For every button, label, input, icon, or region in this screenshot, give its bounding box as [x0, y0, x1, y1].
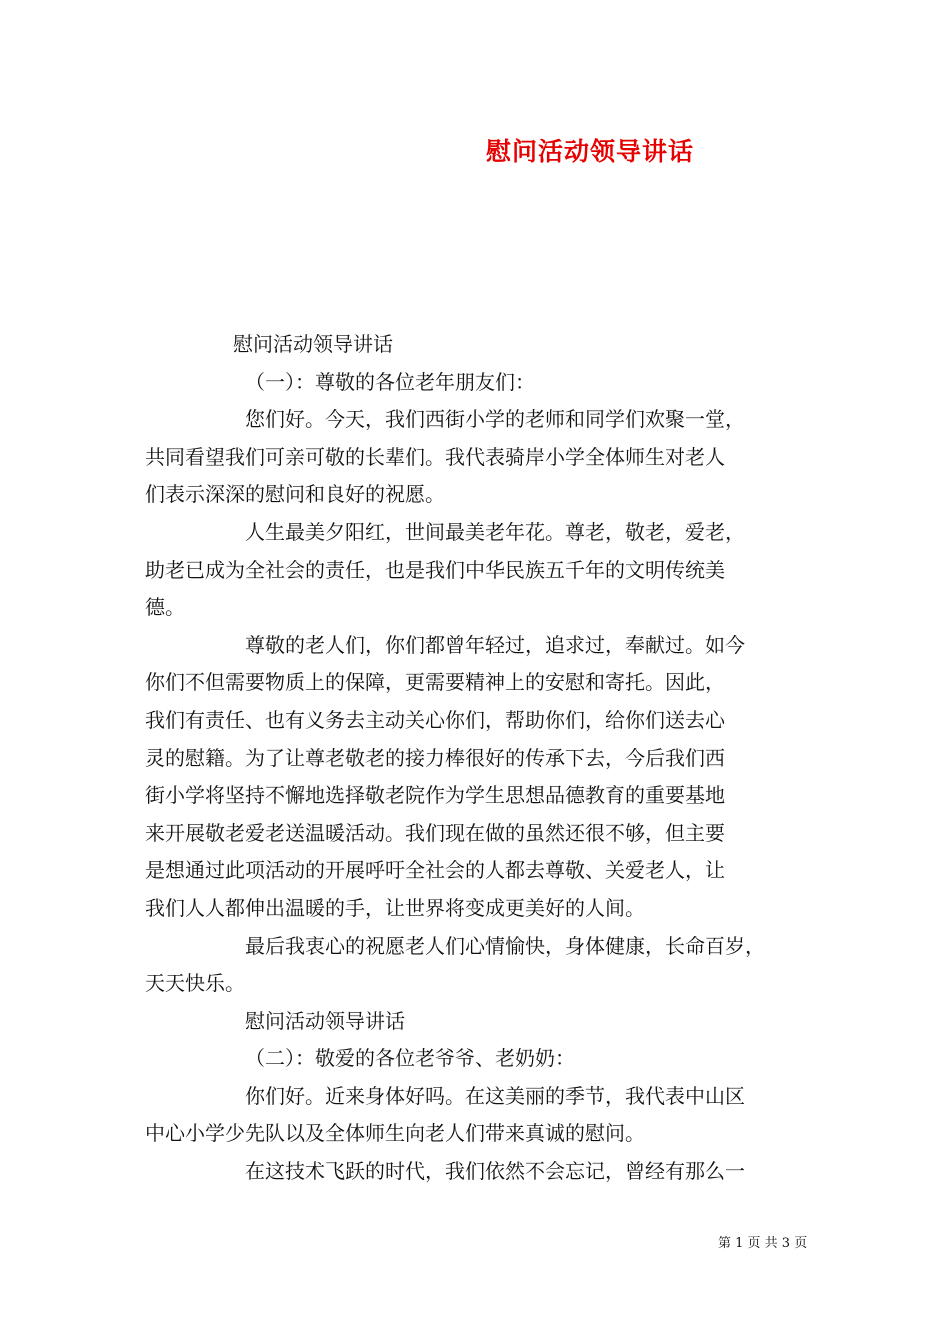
body-line: 尊敬的老人们，你们都曾年轻过，追求过，奉献过。如今: [245, 632, 745, 657]
body-line: 德。: [145, 595, 185, 620]
body-line: 在这技术飞跃的时代，我们依然不会忘记，曾经有那么一: [245, 1159, 745, 1184]
body-line: （二）：敬爱的各位老爷爷、老奶奶：: [245, 1046, 575, 1071]
body-line: 你们好。近来身体好吗。在这美丽的季节，我代表中山区: [245, 1083, 745, 1108]
body-line: 慰问活动领导讲话: [245, 1008, 405, 1033]
body-line: （一）：尊敬的各位老年朋友们：: [245, 369, 535, 394]
body-line: 灵的慰籍。为了让尊老敬老的接力棒很好的传承下去，今后我们西: [145, 745, 725, 770]
body-line: 人生最美夕阳红，世间最美老年花。尊老，敬老，爱老，: [245, 519, 745, 544]
body-line: 助老已成为全社会的责任，也是我们中华民族五千年的文明传统美: [145, 557, 725, 582]
body-line: 我们有责任、也有义务去主动关心你们，帮助你们，给你们送去心: [145, 707, 725, 732]
body-line: 来开展敬老爱老送温暖活动。我们现在做的虽然还很不够，但主要: [145, 820, 725, 845]
body-line: 中心小学少先队以及全体师生向老人们带来真诚的慰问。: [145, 1121, 645, 1146]
body-line: 共同看望我们可亲可敬的长辈们。我代表骑岸小学全体师生对老人: [145, 444, 725, 469]
body-line: 我们人人都伸出温暖的手，让世界将变成更美好的人间。: [145, 895, 645, 920]
body-line: 你们不但需要物质上的保障，更需要精神上的安慰和寄托。因此，: [145, 670, 725, 695]
body-line: 是想通过此项活动的开展呼吁全社会的人都去尊敬、关爱老人，让: [145, 858, 725, 883]
body-line: 慰问活动领导讲话: [233, 332, 393, 356]
body-line: 天天快乐。: [145, 971, 245, 996]
document-body: [145, 326, 815, 1191]
body-line: 您们好。今天，我们西街小学的老师和同学们欢聚一堂，: [245, 407, 745, 432]
body-line: 们表示深深的慰问和良好的祝愿。: [145, 482, 445, 507]
page-number: 第 1 页 共 3 页: [718, 1236, 808, 1251]
body-line: 最后我衷心的祝愿老人们心情愉快，身体健康，长命百岁，: [245, 933, 765, 958]
body-line: 街小学将坚持不懈地选择敬老院作为学生思想品德教育的重要基地: [145, 783, 725, 808]
document-title: 慰问活动领导讲话: [486, 137, 695, 166]
